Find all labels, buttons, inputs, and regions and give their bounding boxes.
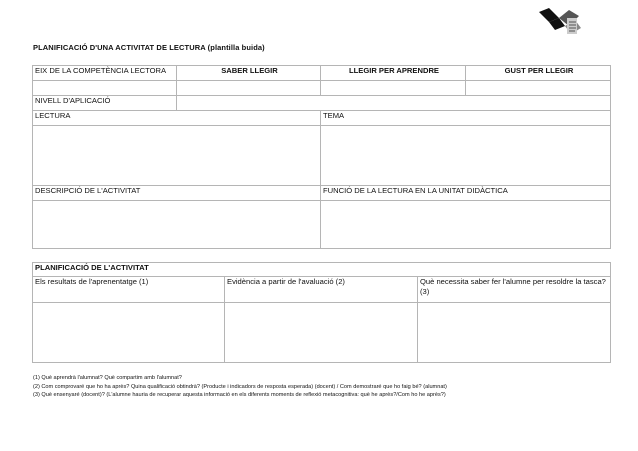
gust-per-llegir-cell[interactable] [466,81,611,96]
eix-label: EIX DE LA COMPETÈNCIA LECTORA [33,66,177,81]
footnote-3: (3) Què ensenyaré (docent)? (L'alumne hauria de recuperar aquesta informació en els diferents moments de reflexió metacognitiva: què he après?/Com ho he après?) [33,392,446,399]
lectura-label: LECTURA [33,111,321,126]
funcio-cell[interactable] [321,201,611,249]
saber-llegir-header: SABER LLEGIR [177,66,321,81]
resultats-cell[interactable] [33,303,225,363]
tema-cell[interactable] [321,126,611,186]
funcio-label: FUNCIÓ DE LA LECTURA EN LA UNITAT DIDÀCTICA [321,186,611,201]
evidencia-cell[interactable] [225,303,418,363]
eix-empty-cell[interactable] [33,81,177,96]
gust-per-llegir-header: GUST PER LLEGIR [466,66,611,81]
llegir-per-aprendre-header: LLEGIR PER APRENDRE [321,66,466,81]
nivell-label: NIVELL D'APLICACIÓ [33,96,177,111]
planning-heading: PLANIFICACIÓ DE L'ACTIVITAT [33,263,611,277]
nivell-cell[interactable] [177,96,611,111]
tema-label: TEMA [321,111,611,126]
necessita-label: Què necessita saber fer l'alumne per resoldre la tasca? (3) [418,277,611,303]
document-title: PLANIFICACIÓ D'UNA ACTIVITAT DE LECTURA (plantilla buida) [33,43,265,52]
necessita-cell[interactable] [418,303,611,363]
llegir-per-aprendre-cell[interactable] [321,81,466,96]
resultats-label: Els resultats de l'aprenentatge (1) [33,277,225,303]
activity-header-table [32,65,611,249]
institution-logo [535,4,585,40]
descripcio-cell[interactable] [33,201,321,249]
evidencia-label: Evidència a partir de l'avaluació (2) [225,277,418,303]
saber-llegir-cell[interactable] [177,81,321,96]
lectura-cell[interactable] [33,126,321,186]
footnote-1: (1) Què aprendrà l'alumnat? Què compartim amb l'alumnat? [33,375,182,381]
planning-table [32,262,611,363]
descripcio-label: DESCRIPCIÓ DE L'ACTIVITAT [33,186,321,201]
footnote-2: (2) Com comprovaré que ho ha après? Quina qualificació obtindrà? (Producte i indicadors de resposta esperada) (docent) / Com demostraré que ho faig bé? (alumnat) [33,383,447,390]
footnotes [33,374,447,400]
